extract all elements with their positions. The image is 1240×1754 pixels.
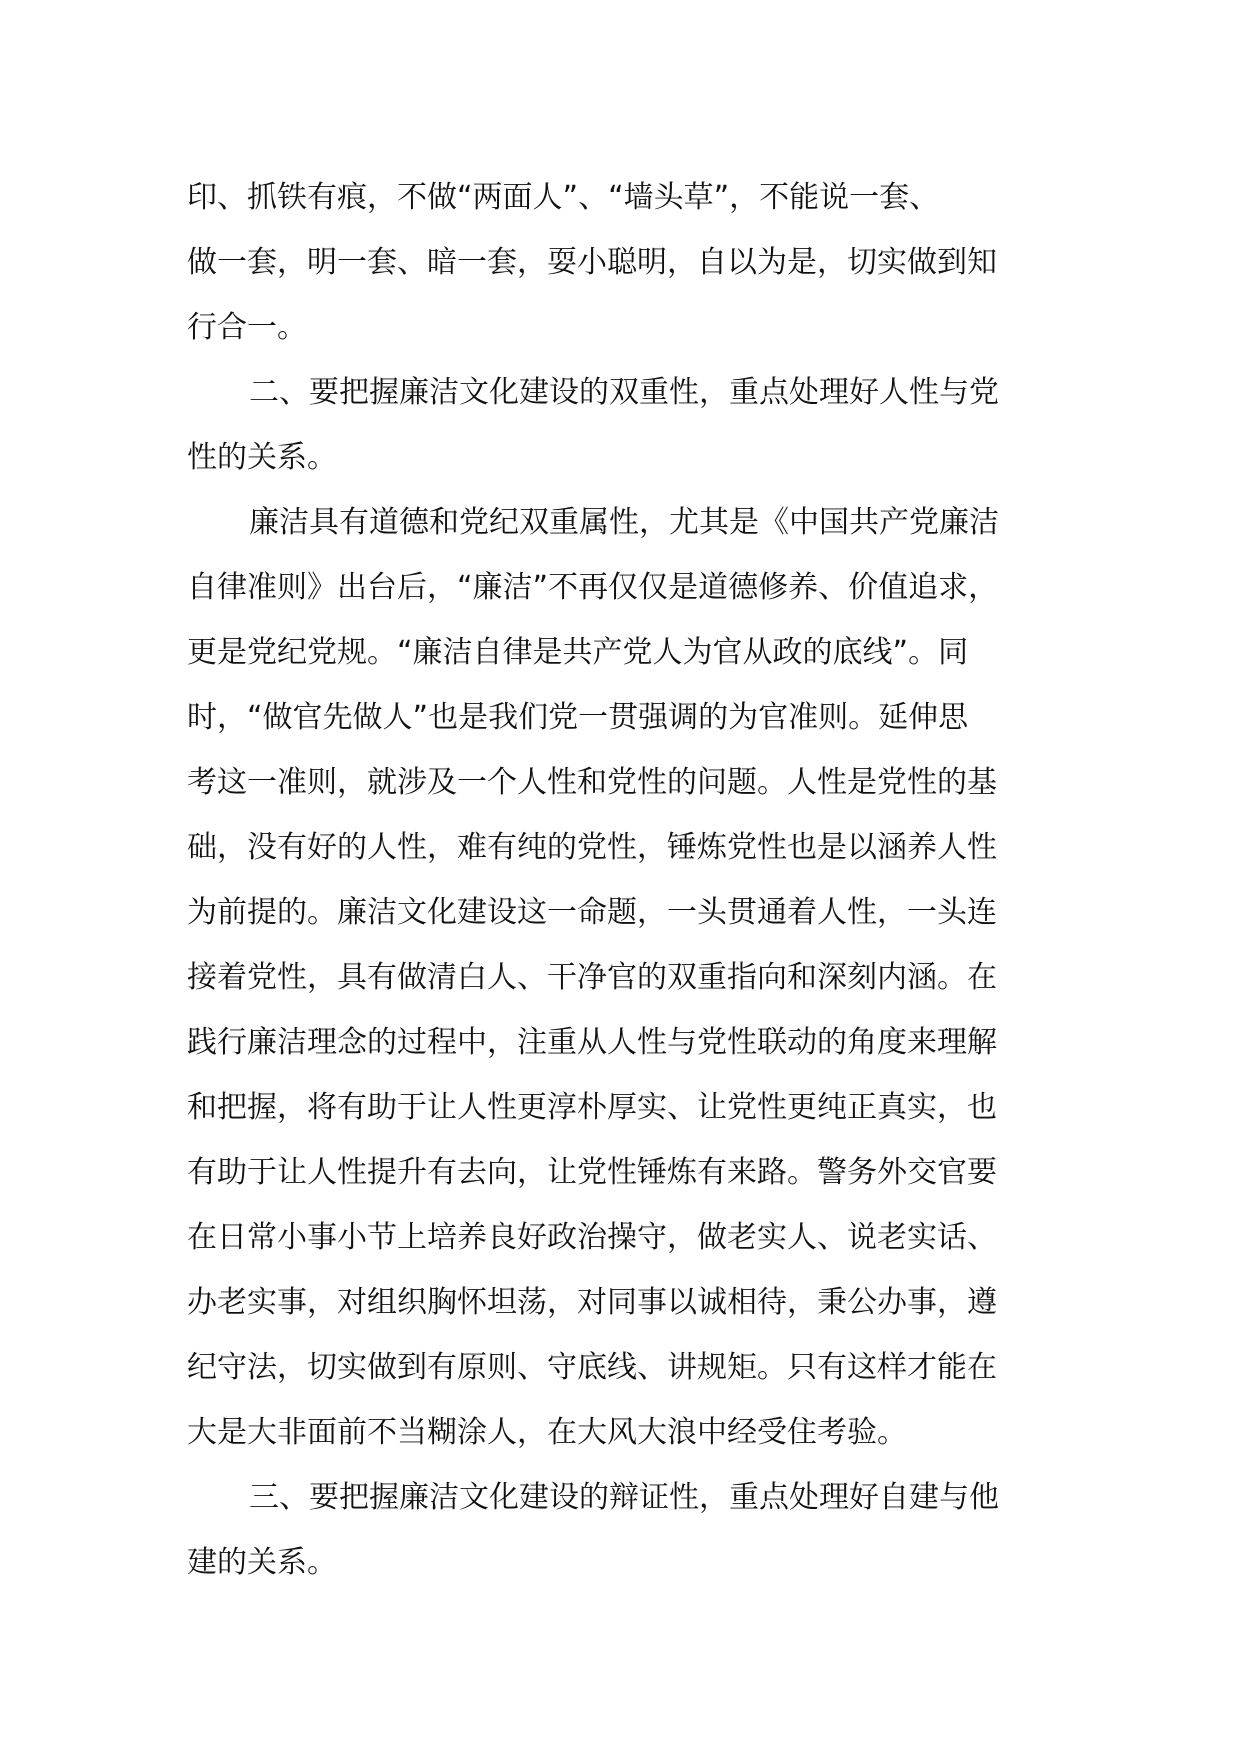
text-line: 廉洁具有道德和党纪双重属性，尤其是《中国共产党廉洁 (249, 505, 999, 540)
text-line: 更是党纪党规。“廉洁自律是共产党人为官从政的底线”。同 (187, 635, 969, 670)
text-line: 办老实事，对组织胸怀坦荡，对同事以诚相待，秉公办事，遵 (187, 1285, 997, 1320)
text-line: 时，“做官先做人”也是我们党一贯强调的为官准则。延伸思 (187, 700, 969, 735)
text-line: 自律准则》出台后，“廉洁”不再仅仅是道德修养、价值追求， (187, 570, 999, 605)
text-line: 为前提的。廉洁文化建设这一命题，一头贯通着人性，一头连 (187, 895, 997, 930)
text-line: 建的关系。 (187, 1545, 337, 1580)
text-line: 接着党性，具有做清白人、干净官的双重指向和深刻内涵。在 (187, 960, 997, 995)
paragraph-continued (187, 165, 1057, 360)
text-line: 础，没有好的人性，难有纯的党性，锤炼党性也是以涵养人性 (187, 830, 997, 865)
text-line: 考这一准则，就涉及一个人性和党性的问题。人性是党性的基 (187, 765, 997, 800)
text-line: 行合一。 (187, 310, 307, 345)
section-heading-2 (187, 360, 1057, 490)
text-line: 二、要把握廉洁文化建设的双重性，重点处理好人性与党 (249, 375, 999, 410)
paragraph-integrity (187, 490, 1057, 1465)
text-line: 印、抓铁有痕，不做“两面人”、“墙头草”，不能说一套、 (187, 180, 940, 215)
text-line: 做一套，明一套、暗一套，耍小聪明，自以为是，切实做到知 (187, 245, 997, 280)
text-line: 性的关系。 (187, 440, 337, 475)
text-line: 在日常小事小节上培养良好政治操守，做老实人、说老实话、 (187, 1220, 997, 1255)
text-line: 和把握，将有助于让人性更淳朴厚实、让党性更纯正真实，也 (187, 1090, 997, 1125)
text-line: 践行廉洁理念的过程中，注重从人性与党性联动的角度来理解 (187, 1025, 997, 1060)
text-line: 三、要把握廉洁文化建设的辩证性，重点处理好自建与他 (249, 1480, 999, 1515)
text-line: 大是大非面前不当糊涂人，在大风大浪中经受住考验。 (187, 1415, 907, 1450)
text-line: 有助于让人性提升有去向，让党性锤炼有来路。警务外交官要 (187, 1155, 997, 1190)
text-line: 纪守法，切实做到有原则、守底线、讲规矩。只有这样才能在 (187, 1350, 997, 1385)
section-heading-3 (187, 1465, 1057, 1595)
document-body (187, 165, 1057, 1595)
